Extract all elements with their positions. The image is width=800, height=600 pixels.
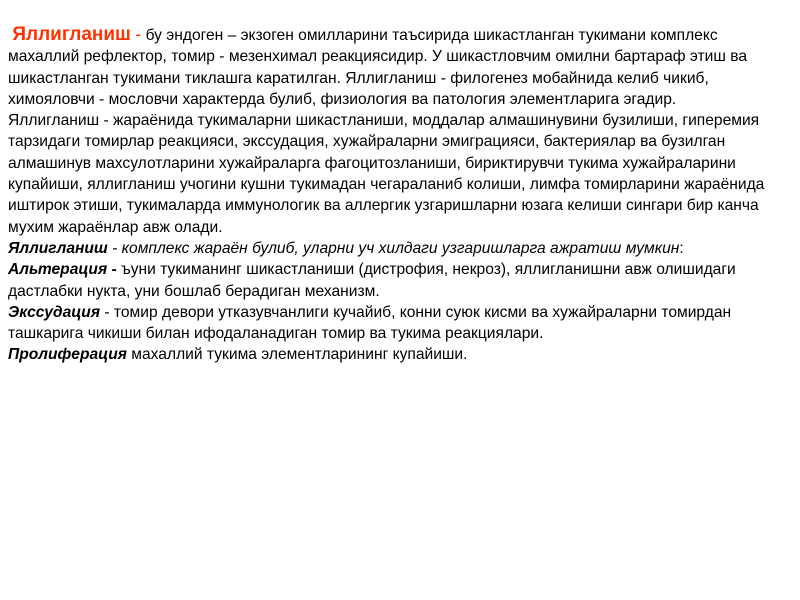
paragraph-stages-intro <box>8 238 792 259</box>
proliferation-text: махаллий тукима элементларининг купайиши. <box>126 346 468 364</box>
title-term: Яллигланиш <box>12 24 131 45</box>
proliferation-term: Пролиферация <box>8 346 127 364</box>
document-body <box>8 24 792 366</box>
paragraph-process <box>8 110 792 238</box>
stages-intro-text: - комплекс жараён булиб, уларни уч хилдаги узгаришларга ажратиш мумкин <box>107 239 680 257</box>
paragraph-alteration <box>8 259 792 302</box>
stages-intro-colon: : <box>679 239 684 257</box>
exudation-term: Экссудация <box>8 303 101 321</box>
paragraph-proliferation <box>8 344 792 365</box>
process-text: Яллигланиш - жараёнида тукималарни шикастланиши, моддалар алмашинувини бузилиши, гиперемия тарзидаги томирлар реакцияси, экссудация, хужайраларни эмиграцияси, бактериялар ва бузилган алмашинув махсулотларини хужайраларга фагоцитозланиши, бириктирувчи тукима хужайраларини купайиши, яллигланиш учогини кушни тукимадан чегараланиб колиши, лимфа томирларини жараёнида иштирок этиши, тукималарда иммунологик ва аллергик узгаришларни юзага келиши сингари бир канча мухим жараёнлар авж олади. <box>8 112 765 236</box>
paragraph-definition <box>8 24 792 110</box>
alteration-term: Альтерация - <box>8 261 117 279</box>
stages-intro-term: Яллигланиш <box>8 239 108 257</box>
title-dash: - <box>135 24 142 44</box>
paragraph-exudation <box>8 302 792 345</box>
definition-text: бу эндоген – экзоген омилларини таъсирида шикастланган тукимани комплекс махаллий рефлектор, томир - мезенхимал реакциясидир. У шикастловчим омилни бартараф этиш ва шикастланган тукимани тиклашга каратилган. Яллигланиш - филогенез мобайнида келиб чикиб, химояловчи - мословчи характерда булиб, физиология ва патология элементларига эгадир. <box>8 27 748 108</box>
alteration-text: ъуни тукиманинг шикастланиши (дистрофия, некроз), яллигланишни авж олишидаги дастлабки нукта, уни бошлаб берадиган механизм. <box>8 261 736 300</box>
exudation-text: - томир девори утказувчанлиги кучайиб, конни суюк кисми ва хужайраларни томирдан ташкарига чикиши билан ифодаланадиган томир ва тукима реакциялари. <box>8 303 732 343</box>
